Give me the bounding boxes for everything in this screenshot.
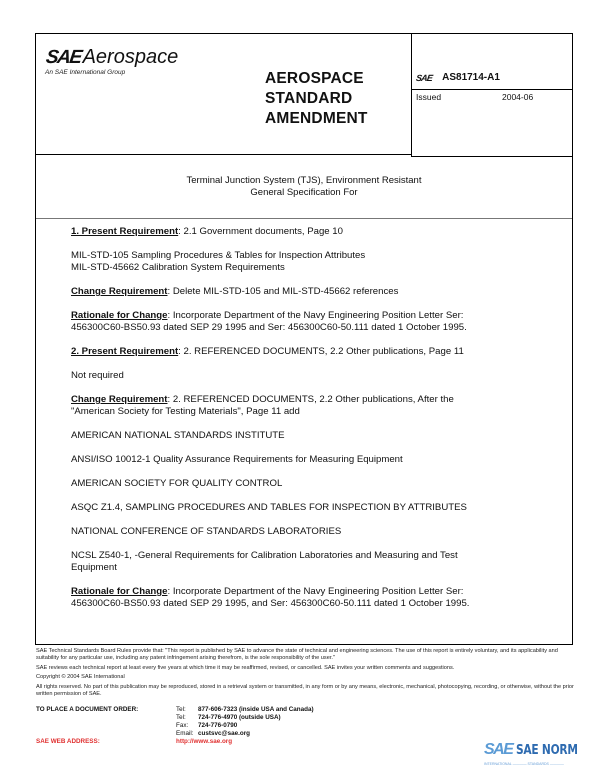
section-text: : 2. REFERENCED DOCUMENTS, 2.2 Other publications, After the bbox=[167, 394, 454, 405]
section-text: "American Society for Testing Materials", Page 11 add bbox=[71, 406, 300, 417]
sae-norm-watermark bbox=[484, 741, 592, 759]
web-address-link[interactable]: http://www.sae.org bbox=[176, 738, 233, 745]
not-required-text: Not required bbox=[71, 370, 124, 381]
sae-watermark-logo-icon: SAE bbox=[484, 741, 513, 758]
contact-value: 724-776-0790 bbox=[198, 722, 238, 729]
section-text: : 2.1 Government documents, Page 10 bbox=[178, 226, 343, 237]
section-label: 2. Present Requirement bbox=[71, 346, 179, 357]
reference-doc: ASQC Z1.4, SAMPLING PROCEDURES AND TABLES FOR INSPECTION BY ATTRIBUTES bbox=[71, 502, 467, 513]
rationale-1 bbox=[71, 310, 541, 334]
mil-std-list bbox=[71, 250, 541, 274]
document-type bbox=[265, 69, 368, 129]
reference-doc: ANSI/ISO 10012-1 Quality Assurance Requirements for Measuring Equipment bbox=[71, 454, 403, 465]
doc-type-line: AEROSPACE bbox=[265, 70, 364, 87]
section-label: Change Requirement bbox=[71, 394, 168, 405]
title-line-1: Terminal Junction System (TJS), Environment Resistant bbox=[186, 175, 422, 186]
doc-info-divider bbox=[411, 89, 573, 90]
email-link[interactable]: custsvc@sae.org bbox=[198, 730, 250, 737]
section-text: : Incorporate Department of the Navy Engineering Position Letter Ser: bbox=[167, 586, 464, 597]
rights-text: All rights reserved. No part of this publication may be reproduced, stored in a retrieval system or transmitted, in any form or by any means, electronic, mechanical, photocopying, recording, or otherwise, without the prior written permission of SAE. bbox=[36, 683, 574, 697]
section-text: : Incorporate Department of the Navy Engineering Position Letter Ser: bbox=[167, 310, 464, 321]
present-requirement-1 bbox=[71, 226, 541, 238]
order-label: TO PLACE A DOCUMENT ORDER: bbox=[36, 706, 139, 713]
section-text: : Delete MIL-STD-105 and MIL-STD-45662 references bbox=[167, 286, 399, 297]
reference-doc bbox=[71, 550, 541, 574]
list-item: MIL-STD-45662 Calibration System Requirements bbox=[71, 262, 285, 273]
contact-row bbox=[176, 706, 314, 714]
aerospace-logo-text: Aerospace bbox=[82, 46, 179, 68]
contact-value: 724-776-4970 (outside USA) bbox=[198, 714, 281, 721]
doc-number: AS81714-A1 bbox=[442, 72, 500, 83]
watermark-subtitle: INTERNATIONAL ———— STANDARDS ———— bbox=[484, 762, 564, 766]
document-title bbox=[36, 175, 572, 199]
board-rules-text: SAE Technical Standards Board Rules provide that: "This report is published by SAE to advance the state of technical and engineering sciences. The use of this report is entirely voluntary, and its applicability and suitability for any particular use, including any patent infringement arising therefrom, is the sole responsibility of the user." bbox=[36, 648, 558, 661]
section-label: Change Requirement bbox=[71, 286, 168, 297]
issued-date: 2004-06 bbox=[502, 92, 534, 102]
reference-doc-line: NCSL Z540-1, -General Requirements for Calibration Laboratories and Measuring and Test bbox=[71, 550, 458, 561]
contact-row bbox=[176, 730, 314, 738]
section-label: 1. Present Requirement bbox=[71, 226, 179, 237]
reference-org: AMERICAN SOCIETY FOR QUALITY CONTROL bbox=[71, 478, 283, 489]
section-text: 456300C60-BS50.93 dated SEP 29 1995 and Ser: 456300C60-50.111 dated 1 October 1995. bbox=[71, 322, 467, 333]
contact-key: Fax: bbox=[176, 722, 189, 729]
change-requirement-2 bbox=[71, 394, 541, 418]
contact-row bbox=[176, 714, 314, 722]
section-label: Rationale for Change bbox=[71, 310, 168, 321]
doc-type-line: AMENDMENT bbox=[265, 110, 368, 127]
change-requirement-1 bbox=[71, 286, 541, 298]
issued-label: Issued bbox=[416, 92, 442, 102]
reference-org: AMERICAN NATIONAL STANDARDS INSTITUTE bbox=[71, 430, 285, 441]
reference-doc-line: Equipment bbox=[71, 562, 117, 573]
sae-aerospace-logo bbox=[46, 46, 178, 69]
present-requirement-2 bbox=[71, 346, 541, 358]
section-label: Rationale for Change bbox=[71, 586, 168, 597]
title-line-2: General Specification For bbox=[250, 187, 358, 198]
doc-number-row bbox=[416, 72, 500, 83]
section-text: 456300C60-BS50.93 dated SEP 29 1995, and Ser: 456300C60-50.111 dated 1 October 1995. bbox=[71, 598, 470, 609]
sae-norm-text: SAE NORM bbox=[516, 742, 579, 758]
reference-org: NATIONAL CONFERENCE OF STANDARDS LABORATORIES bbox=[71, 526, 342, 537]
contact-key: Email: bbox=[176, 730, 194, 737]
contact-key: Tel: bbox=[176, 714, 186, 721]
legal-footer bbox=[36, 648, 576, 700]
section-text: : 2. REFERENCED DOCUMENTS, 2.2 Other publications, Page 11 bbox=[178, 346, 464, 357]
logo-subtitle: An SAE International Group bbox=[45, 69, 126, 76]
document-body bbox=[71, 226, 541, 622]
copyright-text: Copyright © 2004 SAE International bbox=[36, 674, 125, 680]
contact-value: 877-606-7323 (inside USA and Canada) bbox=[198, 706, 314, 713]
title-divider bbox=[36, 218, 572, 219]
list-item: MIL-STD-105 Sampling Procedures & Tables for Inspection Attributes bbox=[71, 250, 366, 261]
header-divider bbox=[35, 154, 412, 155]
doc-type-line: STANDARD bbox=[265, 90, 353, 107]
sae-logo-mark: SAE bbox=[44, 47, 83, 68]
contact-row bbox=[176, 722, 314, 730]
sae-mark-icon: SAE bbox=[415, 72, 433, 83]
contact-key: Tel: bbox=[176, 706, 186, 713]
rationale-2 bbox=[71, 586, 541, 610]
review-text: SAE reviews each technical report at least every five years at which time it may be reaffirmed, revised, or cancelled. SAE invites your written comments and suggestions. bbox=[36, 664, 455, 671]
order-contacts bbox=[176, 706, 314, 738]
web-address-label: SAE WEB ADDRESS: bbox=[36, 738, 100, 745]
